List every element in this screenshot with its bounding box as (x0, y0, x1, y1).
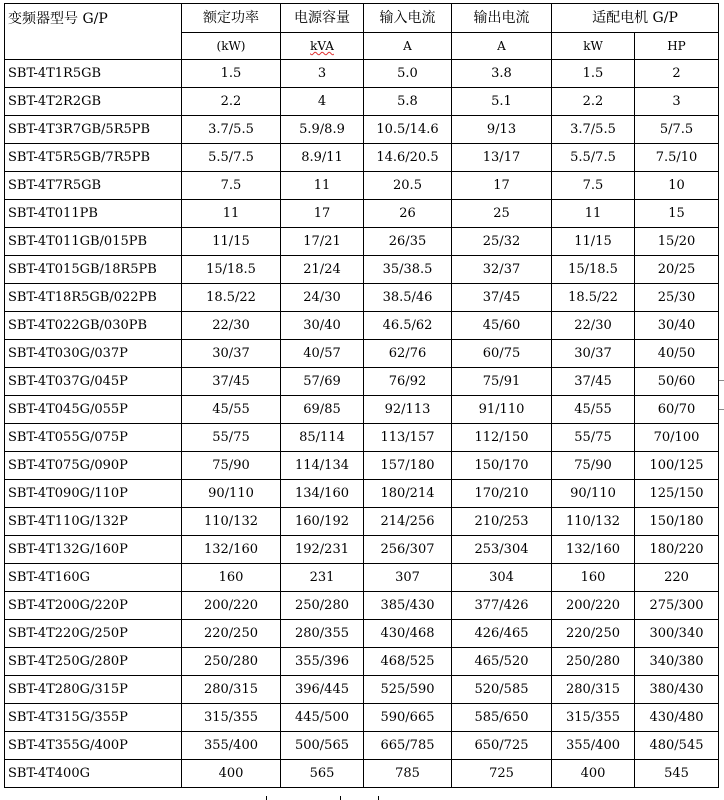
motor-hp-cell: 40/50 (635, 340, 719, 368)
motor-hp-cell: 180/220 (635, 536, 719, 564)
input-current-cell: 10.5/14.6 (364, 116, 452, 144)
motor-hp-cell: 5/7.5 (635, 116, 719, 144)
input-current-cell: 26/35 (364, 228, 452, 256)
input-current-cell: 113/157 (364, 424, 452, 452)
capacity-cell: 160/192 (281, 508, 364, 536)
capacity-cell: 85/114 (281, 424, 364, 452)
capacity-unit-text: kVA (310, 39, 334, 53)
input-current-header: 输入电流 (364, 4, 452, 33)
rated-power-cell: 11/15 (182, 228, 281, 256)
motor-hp-cell: 70/100 (635, 424, 719, 452)
model-cell: SBT-4T250G/280P (5, 648, 182, 676)
capacity-cell: 21/24 (281, 256, 364, 284)
motor-kw-cell: 22/30 (552, 312, 635, 340)
output-current-cell: 75/91 (452, 368, 552, 396)
input-current-cell: 35/38.5 (364, 256, 452, 284)
motor-hp-cell: 100/125 (635, 452, 719, 480)
model-cell: SBT-4T037G/045P (5, 368, 182, 396)
input-current-cell: 92/113 (364, 396, 452, 424)
capacity-cell: 192/231 (281, 536, 364, 564)
margin-mark (719, 409, 724, 410)
motor-kw-cell: 1.5 (552, 60, 635, 88)
capacity-header: 电源容量 (281, 4, 364, 33)
output-current-cell: 17 (452, 172, 552, 200)
output-current-cell: 210/253 (452, 508, 552, 536)
output-current-cell: 91/110 (452, 396, 552, 424)
input-current-cell: 38.5/46 (364, 284, 452, 312)
capacity-cell: 8.9/11 (281, 144, 364, 172)
table-row (5, 536, 719, 564)
margin-mark (719, 380, 724, 381)
table-row (5, 200, 719, 228)
rated-power-cell: 90/110 (182, 480, 281, 508)
input-current-cell: 525/590 (364, 676, 452, 704)
rated-power-header: 额定功率 (182, 4, 281, 33)
output-current-cell: 520/585 (452, 676, 552, 704)
motor-hp-cell: 430/480 (635, 704, 719, 732)
motor-hp-cell: 7.5/10 (635, 144, 719, 172)
capacity-cell: 500/565 (281, 732, 364, 760)
rated-power-cell: 200/220 (182, 592, 281, 620)
output-current-cell: 377/426 (452, 592, 552, 620)
input-current-cell: 62/76 (364, 340, 452, 368)
capacity-cell: 69/85 (281, 396, 364, 424)
input-current-cell: 785 (364, 760, 452, 788)
motor-hp-cell: 20/25 (635, 256, 719, 284)
capacity-cell: 24/30 (281, 284, 364, 312)
table-row (5, 396, 719, 424)
rated-power-cell: 75/90 (182, 452, 281, 480)
motor-kw-cell: 55/75 (552, 424, 635, 452)
motor-hp-cell: 380/430 (635, 676, 719, 704)
motor-hp-cell: 545 (635, 760, 719, 788)
motor-hp-unit: HP (635, 33, 719, 60)
output-current-cell: 253/304 (452, 536, 552, 564)
capacity-cell: 445/500 (281, 704, 364, 732)
model-cell: SBT-4T400G (5, 760, 182, 788)
input-current-cell: 590/665 (364, 704, 452, 732)
model-cell: SBT-4T7R5GB (5, 172, 182, 200)
motor-kw-cell: 250/280 (552, 648, 635, 676)
table-row (5, 116, 719, 144)
motor-kw-cell: 18.5/22 (552, 284, 635, 312)
capacity-cell: 280/355 (281, 620, 364, 648)
motor-kw-cell: 315/355 (552, 704, 635, 732)
table-row (5, 592, 719, 620)
input-current-cell: 307 (364, 564, 452, 592)
output-current-cell: 32/37 (452, 256, 552, 284)
input-current-cell: 157/180 (364, 452, 452, 480)
motor-kw-cell: 200/220 (552, 592, 635, 620)
capacity-cell: 134/160 (281, 480, 364, 508)
capacity-cell: 231 (281, 564, 364, 592)
rated-power-cell: 55/75 (182, 424, 281, 452)
motor-kw-cell: 355/400 (552, 732, 635, 760)
table-row (5, 312, 719, 340)
motor-hp-cell: 300/340 (635, 620, 719, 648)
rated-power-cell: 250/280 (182, 648, 281, 676)
output-current-cell: 725 (452, 760, 552, 788)
table-row (5, 452, 719, 480)
motor-hp-cell: 2 (635, 60, 719, 88)
motor-kw-cell: 132/160 (552, 536, 635, 564)
motor-hp-cell: 340/380 (635, 648, 719, 676)
spec-table-body (5, 60, 719, 788)
table-row (5, 284, 719, 312)
model-cell: SBT-4T022GB/030PB (5, 312, 182, 340)
table-row (5, 676, 719, 704)
output-current-cell: 650/725 (452, 732, 552, 760)
table-row (5, 732, 719, 760)
motor-hp-cell: 275/300 (635, 592, 719, 620)
motor-kw-cell: 220/250 (552, 620, 635, 648)
motor-kw-cell: 3.7/5.5 (552, 116, 635, 144)
rated-power-cell: 7.5 (182, 172, 281, 200)
rated-power-cell: 37/45 (182, 368, 281, 396)
capacity-cell: 17 (281, 200, 364, 228)
motor-kw-cell: 90/110 (552, 480, 635, 508)
motor-kw-cell: 11 (552, 200, 635, 228)
input-current-cell: 46.5/62 (364, 312, 452, 340)
motor-kw-cell: 75/90 (552, 452, 635, 480)
model-cell: SBT-4T090G/110P (5, 480, 182, 508)
model-cell: SBT-4T015GB/18R5PB (5, 256, 182, 284)
output-current-cell: 60/75 (452, 340, 552, 368)
output-current-cell: 304 (452, 564, 552, 592)
model-cell: SBT-4T055G/075P (5, 424, 182, 452)
capacity-cell: 17/21 (281, 228, 364, 256)
model-cell: SBT-4T3R7GB/5R5PB (5, 116, 182, 144)
motor-hp-cell: 480/545 (635, 732, 719, 760)
motor-hp-cell: 10 (635, 172, 719, 200)
rated-power-cell: 315/355 (182, 704, 281, 732)
model-cell: SBT-4T1R5GB (5, 60, 182, 88)
motor-kw-unit: kW (552, 33, 635, 60)
input-current-unit: A (364, 33, 452, 60)
motor-hp-cell: 3 (635, 88, 719, 116)
model-cell: SBT-4T011PB (5, 200, 182, 228)
model-cell: SBT-4T220G/250P (5, 620, 182, 648)
table-row (5, 760, 719, 788)
model-cell: SBT-4T5R5GB/7R5PB (5, 144, 182, 172)
rated-power-cell: 400 (182, 760, 281, 788)
output-current-cell: 13/17 (452, 144, 552, 172)
capacity-cell: 3 (281, 60, 364, 88)
capacity-cell: 30/40 (281, 312, 364, 340)
model-cell: SBT-4T355G/400P (5, 732, 182, 760)
motor-hp-cell: 60/70 (635, 396, 719, 424)
page-break-mark (266, 796, 267, 800)
rated-power-cell: 22/30 (182, 312, 281, 340)
inverter-spec-table (4, 3, 719, 788)
motor-kw-cell: 280/315 (552, 676, 635, 704)
rated-power-cell: 132/160 (182, 536, 281, 564)
input-current-cell: 256/307 (364, 536, 452, 564)
output-current-cell: 112/150 (452, 424, 552, 452)
rated-power-cell: 2.2 (182, 88, 281, 116)
input-current-cell: 5.0 (364, 60, 452, 88)
capacity-cell: 396/445 (281, 676, 364, 704)
table-row (5, 172, 719, 200)
motor-hp-cell: 25/30 (635, 284, 719, 312)
table-row (5, 620, 719, 648)
motor-kw-cell: 30/37 (552, 340, 635, 368)
rated-power-cell: 220/250 (182, 620, 281, 648)
capacity-cell: 40/57 (281, 340, 364, 368)
motor-header: 适配电机 G/P (552, 4, 719, 33)
input-current-cell: 20.5 (364, 172, 452, 200)
model-cell: SBT-4T160G (5, 564, 182, 592)
model-cell: SBT-4T2R2GB (5, 88, 182, 116)
output-current-cell: 25 (452, 200, 552, 228)
motor-hp-cell: 150/180 (635, 508, 719, 536)
motor-hp-cell: 30/40 (635, 312, 719, 340)
model-cell: SBT-4T045G/055P (5, 396, 182, 424)
header-row-top (5, 4, 719, 33)
input-current-cell: 76/92 (364, 368, 452, 396)
output-current-cell: 9/13 (452, 116, 552, 144)
motor-hp-cell: 15/20 (635, 228, 719, 256)
model-cell: SBT-4T280G/315P (5, 676, 182, 704)
output-current-cell: 465/520 (452, 648, 552, 676)
rated-power-cell: 5.5/7.5 (182, 144, 281, 172)
input-current-cell: 180/214 (364, 480, 452, 508)
table-row (5, 88, 719, 116)
capacity-cell: 565 (281, 760, 364, 788)
model-cell: SBT-4T200G/220P (5, 592, 182, 620)
model-cell: SBT-4T075G/090P (5, 452, 182, 480)
rated-power-unit: (kW) (182, 33, 281, 60)
output-current-cell: 5.1 (452, 88, 552, 116)
table-row (5, 144, 719, 172)
model-cell: SBT-4T030G/037P (5, 340, 182, 368)
motor-kw-cell: 2.2 (552, 88, 635, 116)
input-current-cell: 665/785 (364, 732, 452, 760)
table-row (5, 228, 719, 256)
table-row (5, 648, 719, 676)
table-row (5, 424, 719, 452)
model-cell: SBT-4T315G/355P (5, 704, 182, 732)
model-cell: SBT-4T132G/160P (5, 536, 182, 564)
motor-hp-cell: 125/150 (635, 480, 719, 508)
table-row (5, 704, 719, 732)
output-current-cell: 3.8 (452, 60, 552, 88)
rated-power-cell: 3.7/5.5 (182, 116, 281, 144)
table-row (5, 60, 719, 88)
rated-power-cell: 15/18.5 (182, 256, 281, 284)
rated-power-cell: 11 (182, 200, 281, 228)
rated-power-cell: 30/37 (182, 340, 281, 368)
input-current-cell: 214/256 (364, 508, 452, 536)
output-current-header: 输出电流 (452, 4, 552, 33)
motor-kw-cell: 160 (552, 564, 635, 592)
output-current-cell: 170/210 (452, 480, 552, 508)
output-current-cell: 150/170 (452, 452, 552, 480)
motor-kw-cell: 5.5/7.5 (552, 144, 635, 172)
capacity-cell: 114/134 (281, 452, 364, 480)
capacity-cell: 5.9/8.9 (281, 116, 364, 144)
model-cell: SBT-4T011GB/015PB (5, 228, 182, 256)
motor-kw-cell: 15/18.5 (552, 256, 635, 284)
table-row (5, 256, 719, 284)
input-current-cell: 385/430 (364, 592, 452, 620)
motor-kw-cell: 7.5 (552, 172, 635, 200)
rated-power-cell: 45/55 (182, 396, 281, 424)
table-row (5, 508, 719, 536)
motor-kw-cell: 45/55 (552, 396, 635, 424)
rated-power-cell: 355/400 (182, 732, 281, 760)
page-break-mark (340, 796, 341, 800)
output-current-cell: 37/45 (452, 284, 552, 312)
capacity-cell: 355/396 (281, 648, 364, 676)
table-row (5, 368, 719, 396)
table-row (5, 480, 719, 508)
motor-kw-cell: 11/15 (552, 228, 635, 256)
motor-hp-cell: 220 (635, 564, 719, 592)
motor-kw-cell: 37/45 (552, 368, 635, 396)
input-current-cell: 14.6/20.5 (364, 144, 452, 172)
capacity-unit (281, 33, 364, 60)
capacity-cell: 250/280 (281, 592, 364, 620)
rated-power-cell: 160 (182, 564, 281, 592)
output-current-unit: A (452, 33, 552, 60)
rated-power-cell: 18.5/22 (182, 284, 281, 312)
rated-power-cell: 1.5 (182, 60, 281, 88)
model-column-header: 变频器型号 G/P (5, 4, 182, 60)
output-current-cell: 585/650 (452, 704, 552, 732)
motor-hp-cell: 50/60 (635, 368, 719, 396)
motor-hp-cell: 15 (635, 200, 719, 228)
table-row (5, 340, 719, 368)
capacity-cell: 4 (281, 88, 364, 116)
capacity-cell: 11 (281, 172, 364, 200)
model-cell: SBT-4T18R5GB/022PB (5, 284, 182, 312)
rated-power-cell: 280/315 (182, 676, 281, 704)
rated-power-cell: 110/132 (182, 508, 281, 536)
capacity-cell: 57/69 (281, 368, 364, 396)
motor-kw-cell: 400 (552, 760, 635, 788)
table-row (5, 564, 719, 592)
input-current-cell: 430/468 (364, 620, 452, 648)
output-current-cell: 426/465 (452, 620, 552, 648)
output-current-cell: 25/32 (452, 228, 552, 256)
input-current-cell: 468/525 (364, 648, 452, 676)
input-current-cell: 26 (364, 200, 452, 228)
input-current-cell: 5.8 (364, 88, 452, 116)
motor-kw-cell: 110/132 (552, 508, 635, 536)
model-cell: SBT-4T110G/132P (5, 508, 182, 536)
output-current-cell: 45/60 (452, 312, 552, 340)
page-break-mark (378, 796, 379, 800)
